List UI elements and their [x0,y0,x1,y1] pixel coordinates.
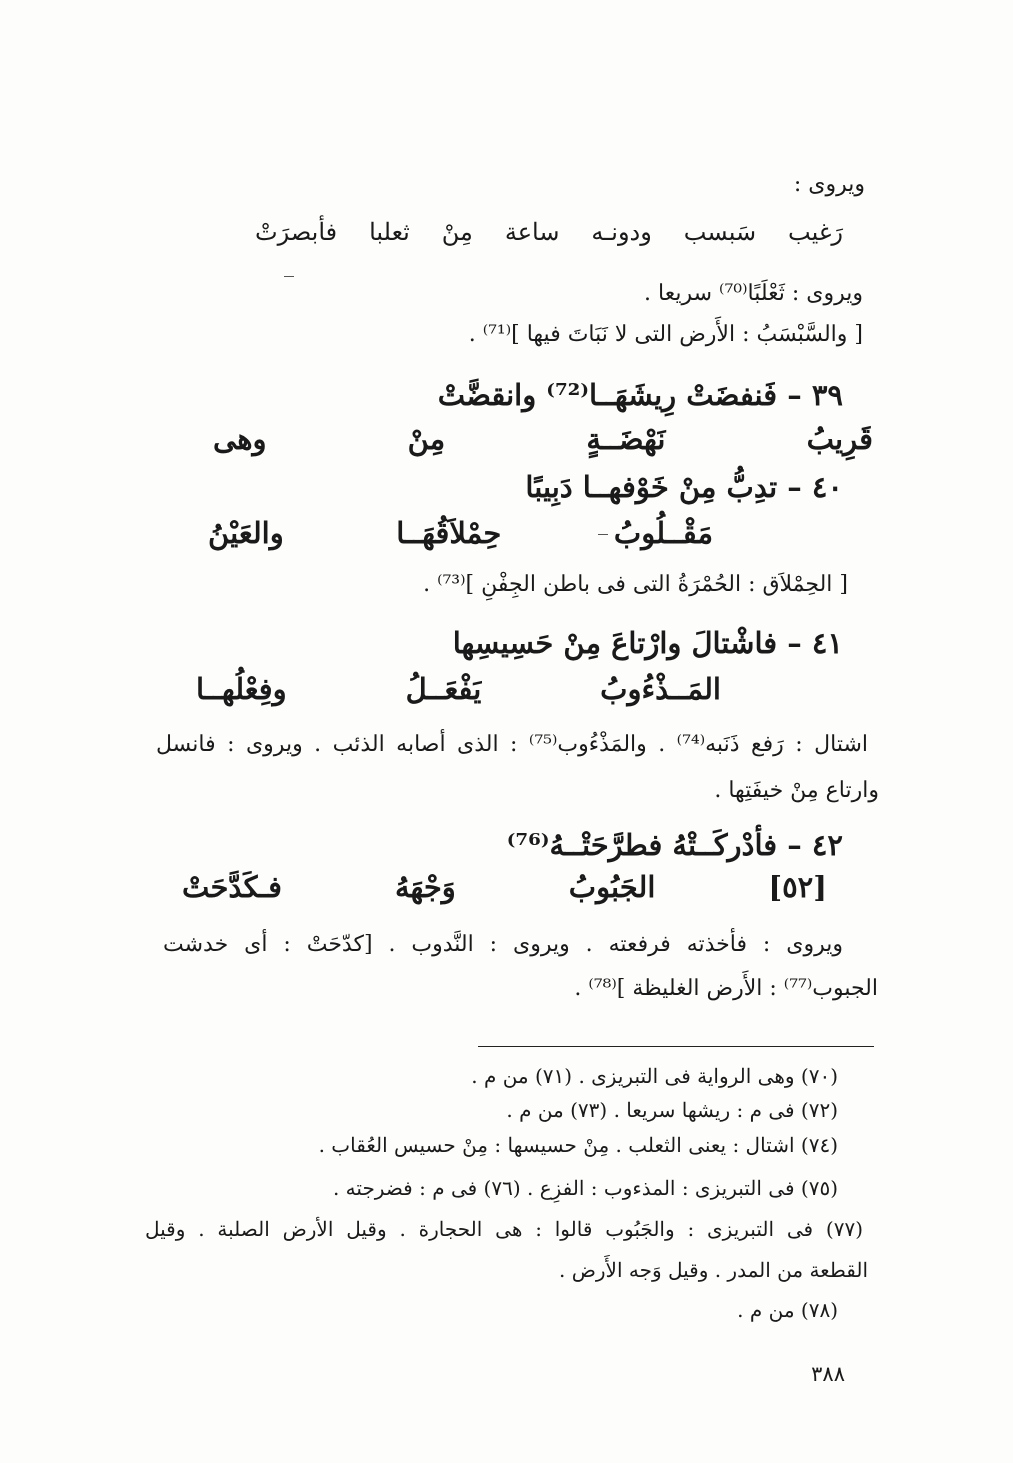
footnote-line: (٧٧) فى التبريزى : والجَبُوب قالوا : هى الحجارة . وقيل الأرض الصلبة . وقيل [145,1217,863,1241]
word: والعَيْنُ [208,516,284,550]
verse-41-first-hemistich: ٤١ – فاشْتالَ وارْتاعَ مِنْ حَسِيسِها [452,626,843,660]
word: قَرِيبُ [806,422,873,456]
text-line-9: [ الحِمْلاَق : الحُمْرَةُ التى فى باطن الجِفْنِ ]⁽⁷³⁾ . [423,572,848,597]
word: وَجْهَهُ [394,870,456,904]
word: الجَبُوبُ [568,870,656,904]
word: رَغيب [788,218,843,246]
word: ساعة [504,218,560,246]
text-line-4: [ والسَّبْسَبُ : الأَرض التى لا نَبَاتَ فيها ]⁽⁷¹⁾ . [468,322,863,347]
word: نَهْضَــةٍ [586,422,666,456]
verse-40-second-hemistich [208,516,713,550]
word: يَفْعَــلُ [405,672,482,706]
footnote-line: (٧٨) من م . [737,1298,838,1322]
word: ودونـه [591,218,652,246]
text-line-3: ويروى : ثَعْلَبًا⁽⁷⁰⁾ سريعا . [644,281,863,306]
word: وفِعْلُهــا [196,672,287,706]
margin-mark [284,276,294,277]
footnote-line: (٧٢) فى م : ريشها سريعا . (٧٣) من م . [506,1098,838,1122]
word: مِنْ [441,218,473,246]
word: مَقْــلُوبُ [613,516,713,550]
margin-mark [598,534,608,535]
page-number: ٣٨٨ [811,1362,845,1386]
text-line-17: الجبوب⁽⁷⁷⁾ : الأَرض الغليظة ]⁽⁷⁸⁾ . [574,976,878,1001]
verse-variant-hemistich [255,218,843,246]
word: فأبصرَتْ [255,218,338,246]
verse-39-first-hemistich: ٣٩ – فَنفضَتْ رِيشَهَــا⁽⁷²⁾ وانقضَّتْ [437,378,843,412]
text-line-13: وارتاع مِنْ خيفَتِها . [714,778,879,803]
page-reference: [٥٢] [768,870,827,904]
word: وهى [213,422,267,456]
footnote-line: (٧٤) اشتال : يعنى الثعلب . مِنْ حسيسها : مِنْ حسيس العُقاب . [318,1133,838,1157]
text-line-12: اشتال : رَفع ذَنَبه⁽⁷⁴⁾ . والمَذْءُوب⁽⁷⁵⁾ : الذى أصابه الذئب . ويروى : فانسل [156,732,868,757]
verse-42-first-hemistich: ٤٢ – فأدْركَــتْهُ فطرَّحَتْــهُ⁽⁷⁶⁾ [506,828,843,862]
footnote-line: (٧٠) وهى الرواية فى التبريزى . (٧١) من م . [471,1064,838,1088]
verse-40-first-hemistich: ٤٠ – تدِبُّ مِنْ خَوْفهــا دَبِيبًا [525,470,843,504]
word: فـكَدَّحَتْ [182,870,282,904]
verse-39-second-hemistich [213,422,873,456]
text-line-1: ويروى : [793,172,865,197]
word: حِمْلاَقُهَــا [396,516,502,550]
footnote-separator [478,1046,874,1047]
verse-41-second-hemistich [196,672,721,706]
verse-42-second-hemistich [182,870,827,904]
word: سَبسب [683,218,757,246]
word: ثعلبا [369,218,410,246]
footnote-line: (٧٥) فى التبريزى : المذءوب : الفزِع . (٧٦) فى م : فضرجته . [332,1176,838,1200]
word: مِنْ [407,422,446,456]
text-line-16: ويروى : فأخذته فرفعته . ويروى : النَّدوب . [كدّحَتْ : أى خدشت [163,932,843,957]
word: المَــذْءُوبُ [600,672,721,706]
footnote-line: القطعة من المدر . وقيل وَجه الأَرض . [558,1258,868,1282]
